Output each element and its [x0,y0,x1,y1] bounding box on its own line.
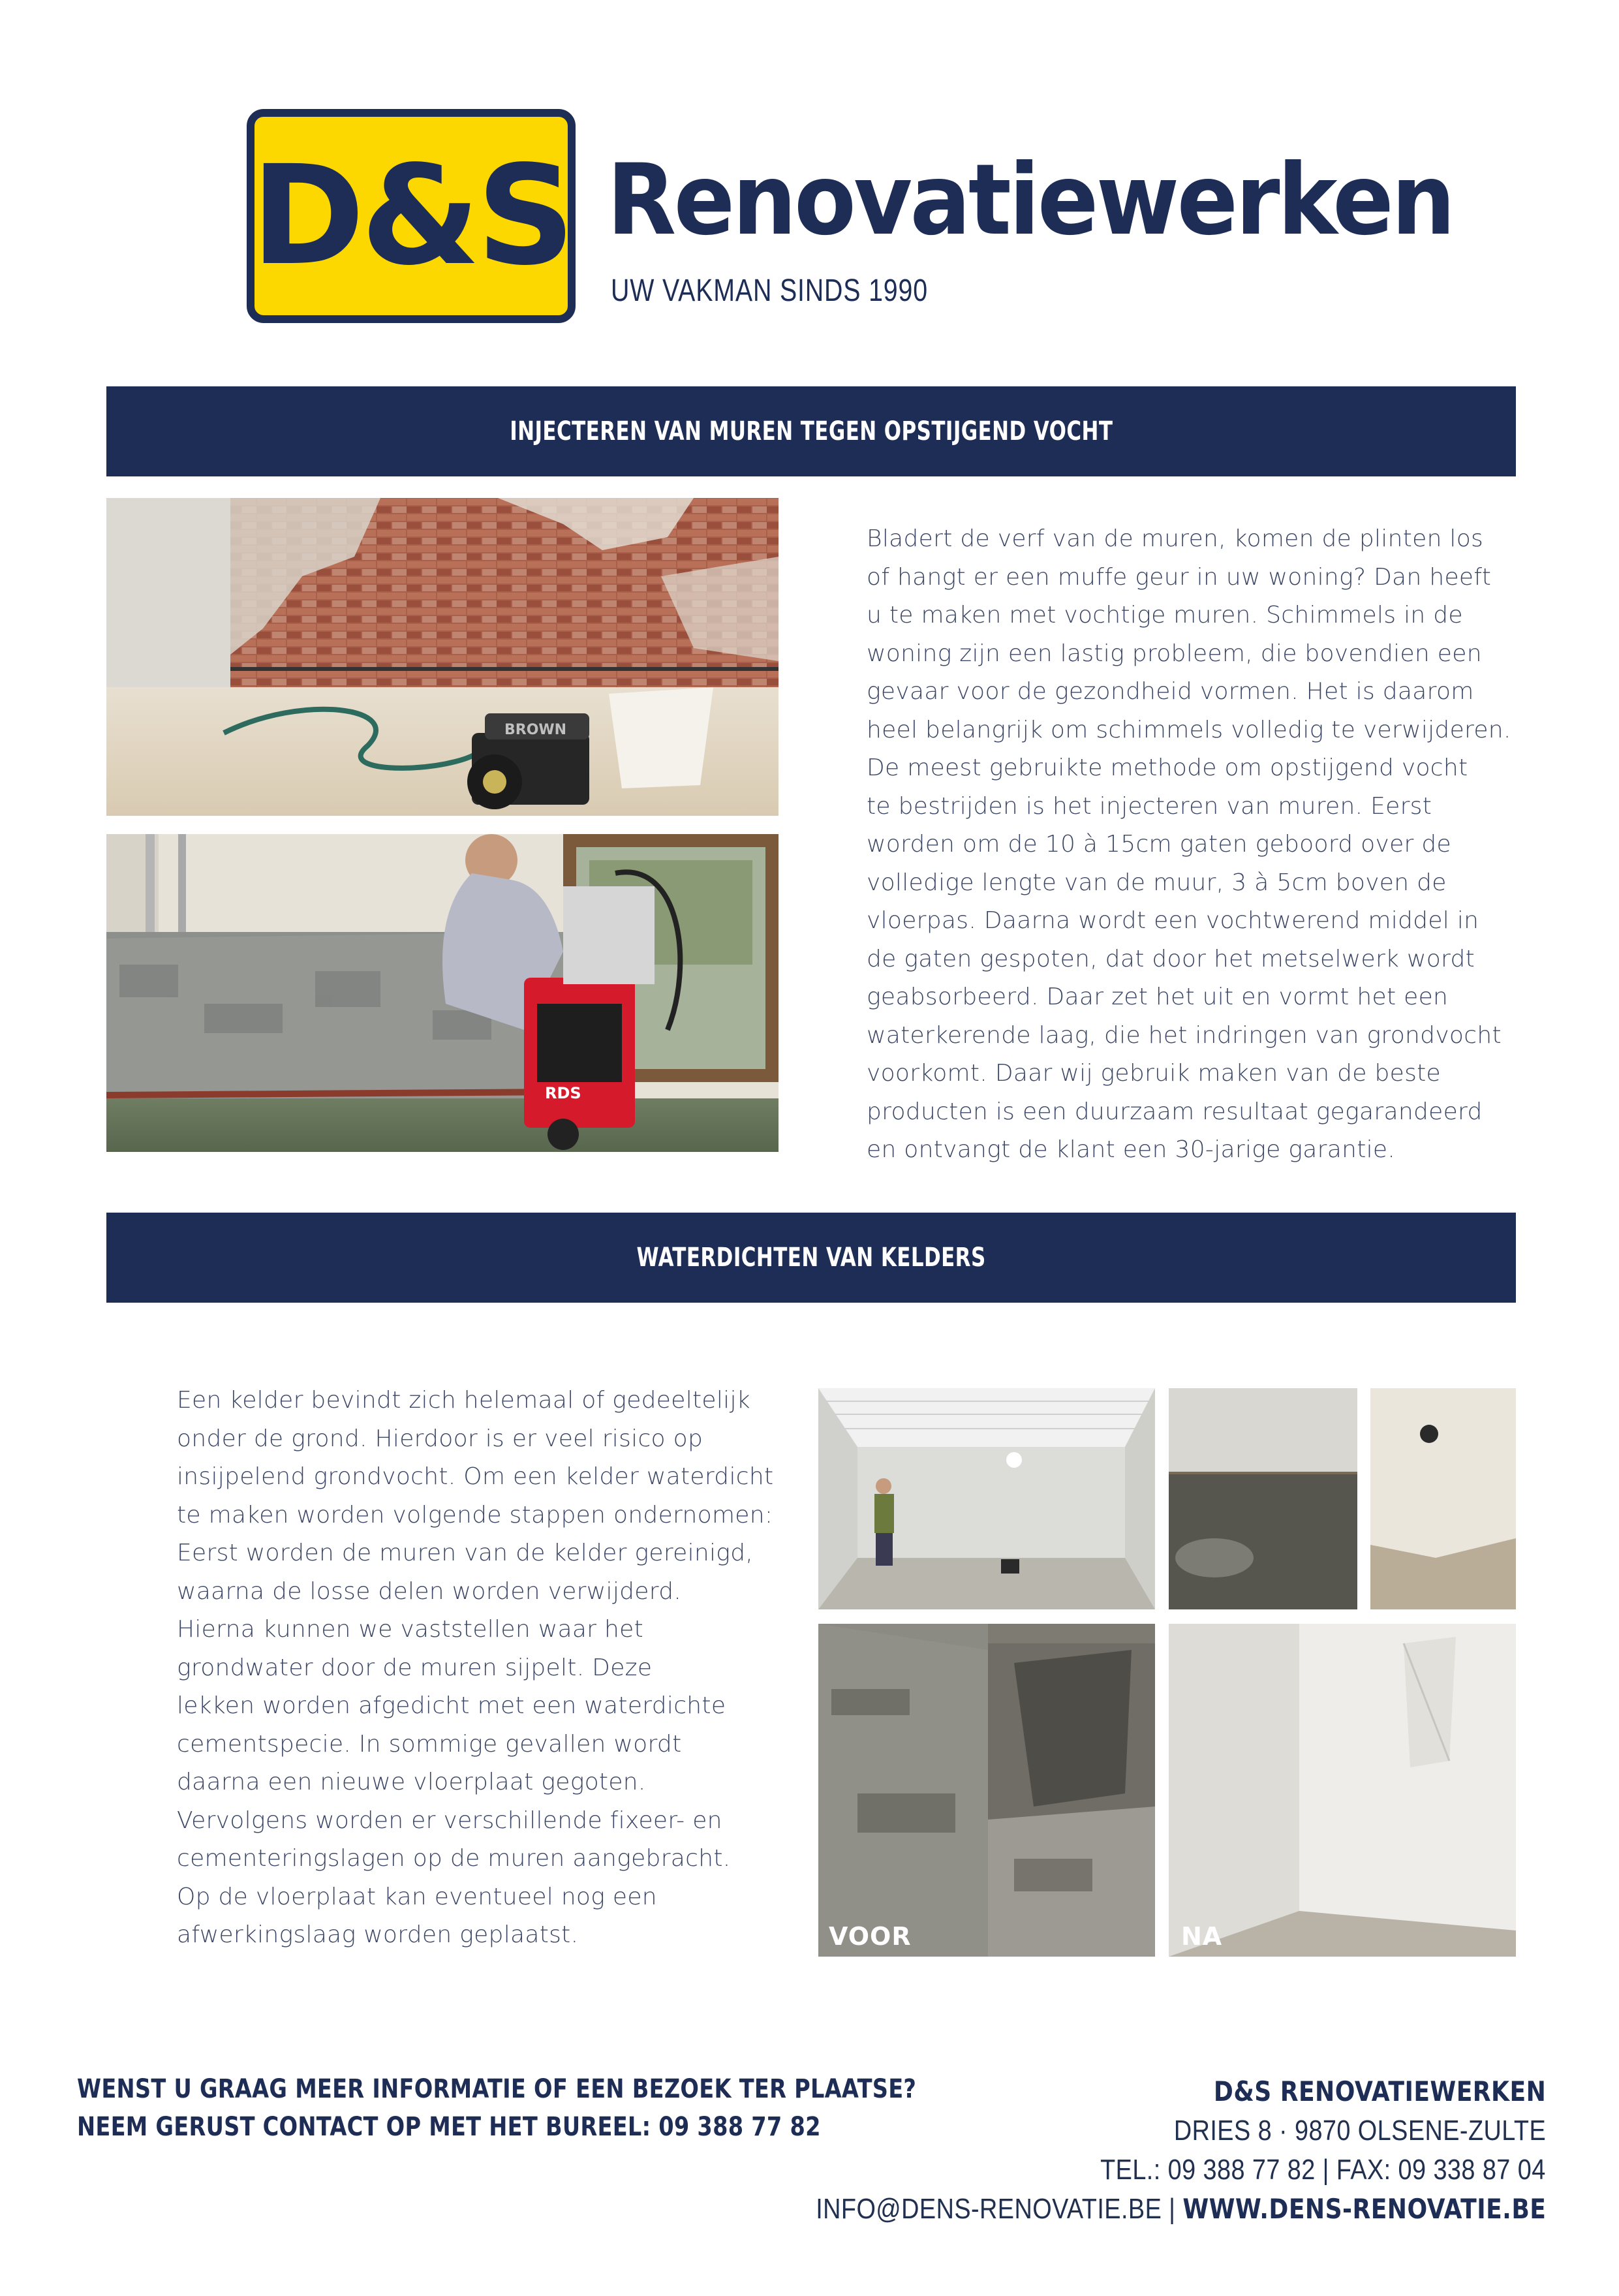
compressor-brand-text: BROWN [504,722,567,738]
photo-cellar-before [818,1624,1155,1957]
footer-company-name: D&S RENOVATIEWERKEN [1213,2075,1546,2107]
photo-cellar-worker [818,1388,1155,1609]
footer-cta-line1: WENST U GRAAG MEER INFORMATIE OF EEN BEZOEK TER PLAATSE? [77,2074,917,2104]
photo-cellar-corner [1370,1388,1516,1609]
photo-worker-injecting [106,834,779,1152]
photo-cellar-floor [1169,1388,1357,1609]
machine-brand-text: RDS [545,1084,581,1102]
footer-contact-line [816,2193,1546,2226]
brand-name: Renovatiewerken [607,144,1453,257]
before-label: VOOR [829,1922,912,1951]
footer-phone-fax: TEL.: 09 388 77 82 | FAX: 09 338 87 04 [1100,2154,1546,2186]
waterdichten-description: Een kelder bevindt zich helemaal of gedeeltelijk onder de grond. Hierdoor is er veel risico op insijpelend grondvocht. Om een kelder waterdicht te maken worden volgende stappen ondernomen: Eerst worden de muren van de kelder gereinigd, waarna de losse delen worden verwijderd. Hierna kunnen we vaststellen waar het grondwater door de muren sijpelt. Deze lekken worden afgedicht met een waterdichte cementspecie. In sommige gevallen wordt daarna een nieuwe vloerplaat gegoten. Vervolgens worden er verschillende fixeer- en cementeringslagen op de muren aangebracht. Op de vloerplaat kan eventueel nog een afwerkingslaag worden geplaatst. [177,1387,774,1948]
after-label: NA [1181,1922,1223,1951]
section-heading-injecteren: INJECTEREN VAN MUREN TEGEN OPSTIJGEND VOCHT [106,386,1516,476]
brand-tagline: UW VAKMAN SINDS 1990 [611,273,928,308]
footer-website-link[interactable]: WWW.DENS-RENOVATIE.BE [1182,2193,1546,2225]
footer-address: DRIES 8 · 9870 OLSENE-ZULTE [1173,2115,1546,2147]
footer-email-link[interactable]: INFO@DENS-RENOVATIE.BE [815,2193,1162,2225]
section-heading-waterdichten: WATERDICHTEN VAN KELDERS [106,1213,1516,1303]
footer-cta-line2: NEEM GERUST CONTACT OP MET HET BUREEL: 09 388 77 82 [77,2112,821,2142]
logo-mark: D&S [251,136,572,296]
photo-cellar-after [1169,1624,1516,1957]
footer-separator: | [1161,2193,1182,2225]
photo-injecting-brick-wall [106,498,779,816]
injecteren-description: Bladert de verf van de muren, komen de plinten los of hangt er een muffe geur in uw woning? Dan heeft u te maken met vochtige muren. Schimmels in de woning zijn een lastig probleem, die bovendien een gevaar voor de gezondheid vormen. Het is daarom heel belangrijk om schimmels volledig te verwijderen. De meest gebruikte methode om opstijgend vocht te bestrijden is het injecteren van muren. Eerst worden om de 10 à 15cm gaten geboord over de volledige lengte van de muur, 3 à 5cm boven de vloerpas. Daarna wordt een vochtwerend middel in de gaten gespoten, dat door het metselwerk wordt geabsorbeerd. Daar zet het uit en vormt het een waterkerende laag, die het indringen van grondvocht voorkomt. Daar wij gebruik maken van de beste producten is een duurzaam resultaat gegarandeerd en ontvangt de klant een 30-jarige garantie. [867,525,1511,1163]
